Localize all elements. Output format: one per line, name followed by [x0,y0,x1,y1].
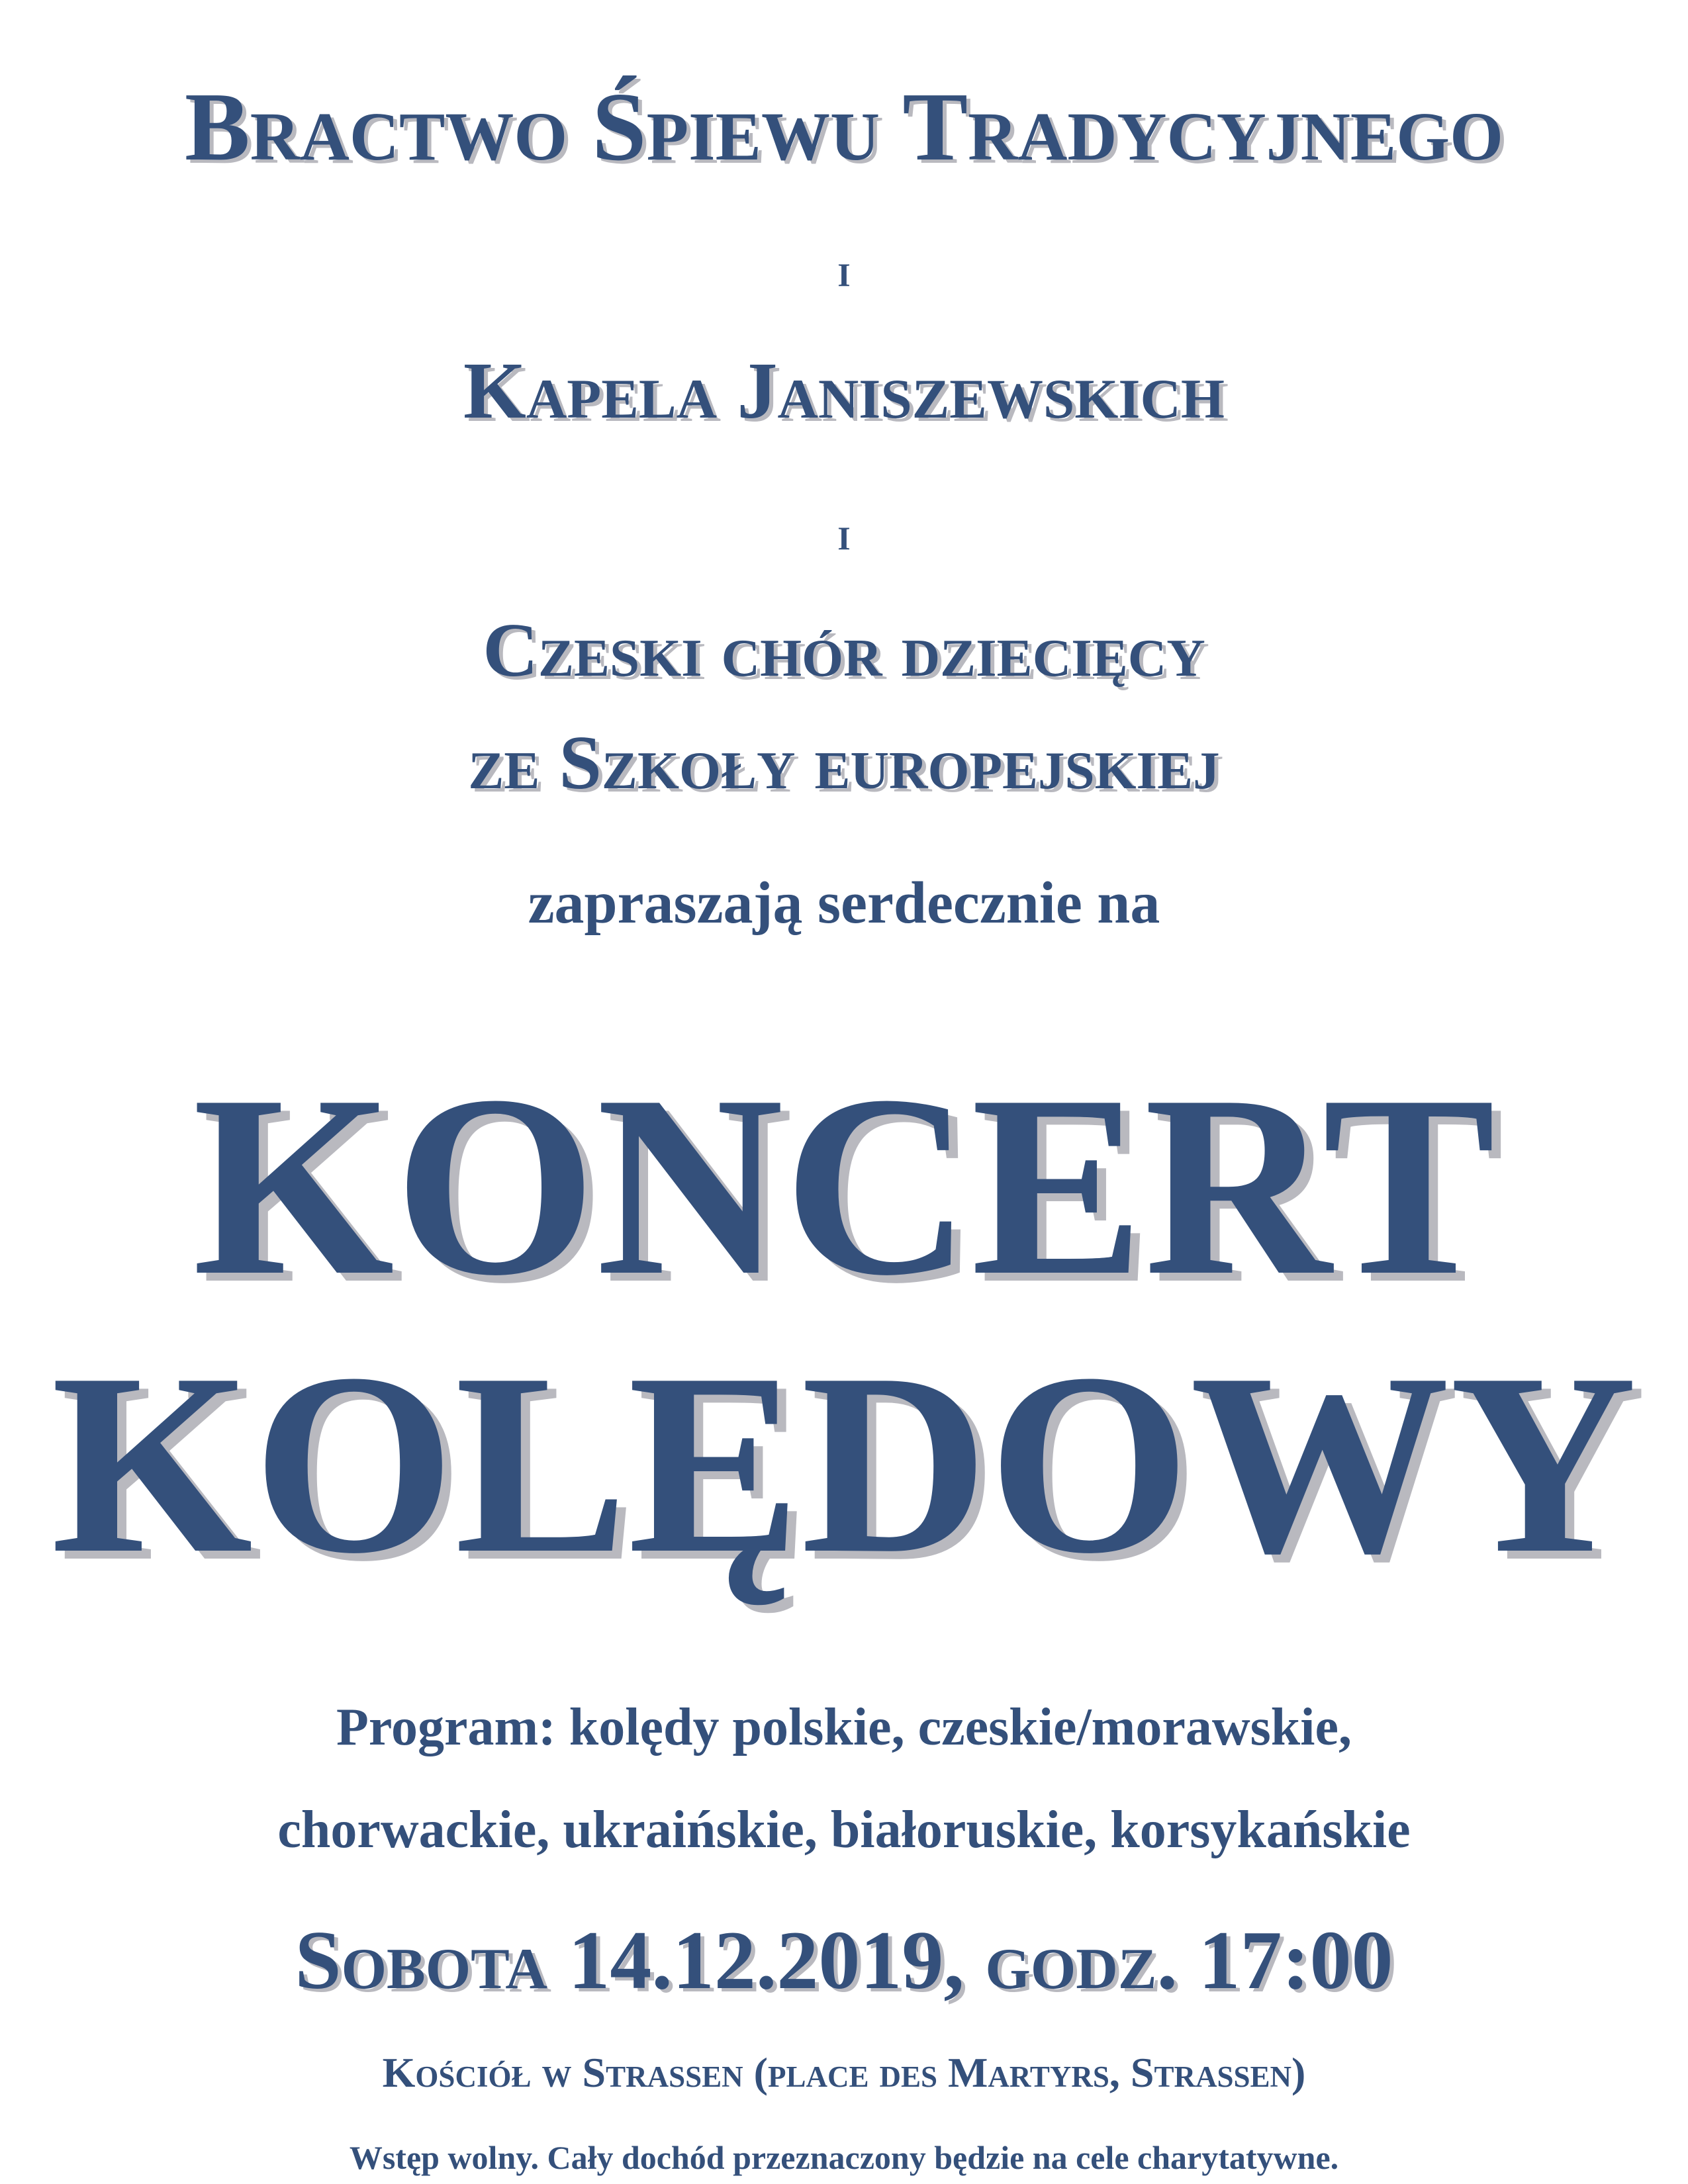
organizer-3-line-2: ze Szkoły europejskiej [468,721,1220,805]
organizer-1: Bractwo Śpiewu Tradycyjnego [184,73,1503,181]
program-line-2: chorwackie, ukraińskie, białoruskie, korsykańskie [277,1801,1411,1859]
invitation-text: zapraszają serdecznie na [528,870,1160,936]
organizer-2: Kapela Janiszewskich [463,346,1225,435]
venue: Kościół w Strassen (place des Martyrs, Strassen) [382,2049,1306,2096]
conjunction-1: i [837,244,851,296]
organizer-3-line-1: Czeski chór dziecięcy [483,608,1205,693]
program-line-1: Program: kolędy polskie, czeskie/morawskie, [336,1698,1352,1756]
conjunction-2: i [837,507,851,560]
title-line-1: KONCERT [192,1042,1496,1329]
title-line-2: KOLĘDOWY [51,1320,1637,1607]
admission-note: Wstęp wolny. Cały dochód przeznaczony będzie na cele charytatywne. [349,2139,1339,2176]
date-time: Sobota 14.12.2019, godz. 17:00 [295,1915,1393,2007]
